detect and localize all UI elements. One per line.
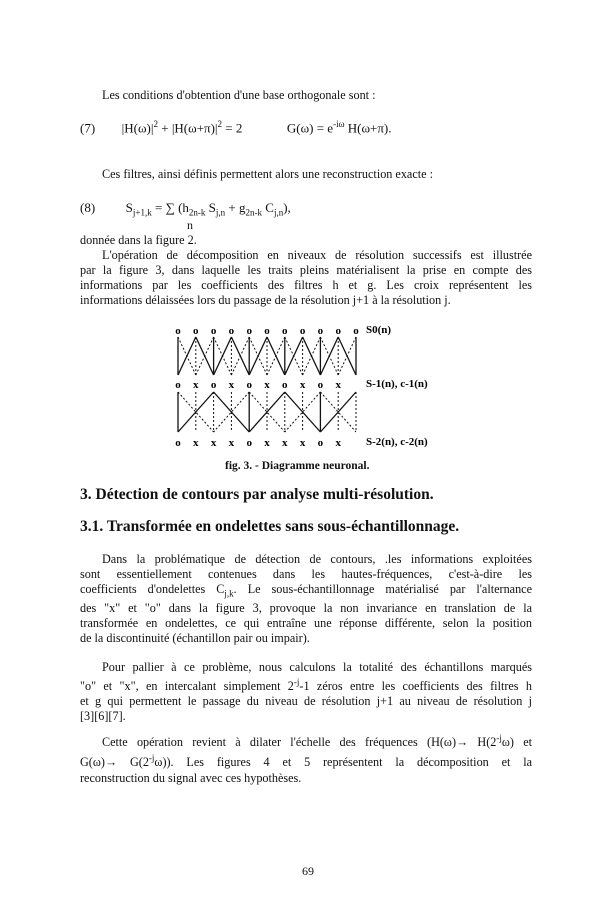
sum-index: n [187, 218, 193, 232]
circle-node: o [210, 325, 217, 337]
circle-node: o [210, 379, 217, 391]
cross-node: x [264, 437, 270, 449]
page-number: 69 [302, 864, 314, 878]
circle-node: o [335, 325, 341, 337]
circle-node: o [175, 437, 181, 449]
filters-line: Ces filtres, ainsi définis permettent alors une reconstruction exacte : [102, 167, 433, 181]
remedy-paragraph: Pour pallier à ce problème, nous calculons la totalité des échantillons marqués "o" et "x", en intercalant simplement $2^{-j}-1$ zéros entre les coefficients des filtres h et g qui permettent le passage du niveau de résolution j+1 au niveau de résolution j [3][6][7]. [80, 660, 532, 724]
cross-node: x [335, 379, 341, 391]
section-3-1-heading: 3.1. Transformée en ondelettes sans sous-échantillonnage. [80, 518, 460, 535]
circle-node: o [317, 379, 324, 391]
cross-node: x [299, 379, 306, 391]
section-3-heading: 3. Détection de contours par analyse multi-résolution. [80, 486, 434, 503]
connection-line [196, 337, 214, 375]
cross-node: x [264, 379, 270, 391]
connection-line [231, 337, 249, 375]
circle-node: o [246, 325, 252, 337]
problem-paragraph: Dans la problématique de détection de contours, .les informations exploitées sont essentiellement contenues dans les hautes-fréquences, c'est-à-dire les coefficients d'ondelettes $C_{j,k}$. Le sous-échantillonnage matérialisé par l'alternance des "x" et "o" dans la figure 3, provoque la non invariance en translation de la transformée en ondelettes, ce qui entraîne une réponse différente, selon la position de la discontinuité (échantillon pair ou impair). [80, 552, 532, 646]
circle-node: o [299, 325, 306, 337]
cross-node: x [210, 437, 217, 449]
circle-node: o [175, 325, 181, 337]
cross-node: x [228, 437, 235, 449]
circle-node: o [193, 325, 199, 337]
scale-paragraph: Cette opération revient à dilater l'échelle des fréquences ($H(\omega)\to H(2^{-j}\omega)$ et $G(\omega)\to G(2^{-j}\omega)$). Les figures 4 et 5 représentent la décomposition et la reconstruction du signal avec ces hypothèses. [80, 733, 532, 786]
circle-node: o [246, 379, 252, 391]
connection-line [338, 337, 356, 375]
circle-node: o [317, 437, 324, 449]
row2-label: S-1(n), c-1(n) [366, 378, 428, 390]
decomposition-paragraph: L'opération de décomposition en niveaux de résolution successifs est illustrée par la figure 3, dans laquelle les traits pleins matérialisent la prise en compte des informations par les coefficients des filtres h et g. Les croix représentent les informations délaissées lors du passage de la résolution j+1 à la résolution j. [80, 248, 532, 307]
row1-label: S0(n) [366, 324, 392, 336]
diagram-nodes [175, 325, 359, 449]
circle-node: o [317, 325, 324, 337]
cross-node: x [228, 379, 235, 391]
circle-node: o [353, 325, 359, 337]
connection-line [267, 337, 285, 375]
equation-8: (8) $S_{j+1,k}$ = ∑ ($h_{2n-k}$ $S_{j,n} + g_{2n-k}$ $C_{j,n}$), [80, 200, 291, 218]
connection-line [303, 337, 321, 375]
cross-node: x [193, 379, 199, 391]
equation-8-number: (8) [80, 200, 96, 215]
intro-line: Les conditions d'obtention d'une base orthogonale sont : [102, 88, 376, 102]
equation-7: (7) $|H(\omega)|^2 + |H(\omega+\pi)|^2 = 2$ $G(\omega) = e^{-i\omega}$ H(ω+π). [80, 119, 392, 136]
row3-label: S-2(n), c-2(n) [366, 436, 428, 448]
circle-node: o [282, 379, 288, 391]
circle-node: o [246, 437, 252, 449]
figure-caption: fig. 3. - Diagramme neuronal. [225, 460, 370, 472]
neural-diagram [170, 318, 440, 458]
circle-node: o [228, 325, 235, 337]
figure-intro-line: donnée dans la figure 2. [80, 233, 197, 247]
cross-node: x [193, 437, 199, 449]
circle-node: o [282, 325, 288, 337]
cross-node: x [282, 437, 288, 449]
equation-7-number: (7) [80, 120, 96, 136]
cross-node: x [299, 437, 306, 449]
cross-node: x [335, 437, 341, 449]
circle-node: o [175, 379, 181, 391]
circle-node: o [264, 325, 270, 337]
